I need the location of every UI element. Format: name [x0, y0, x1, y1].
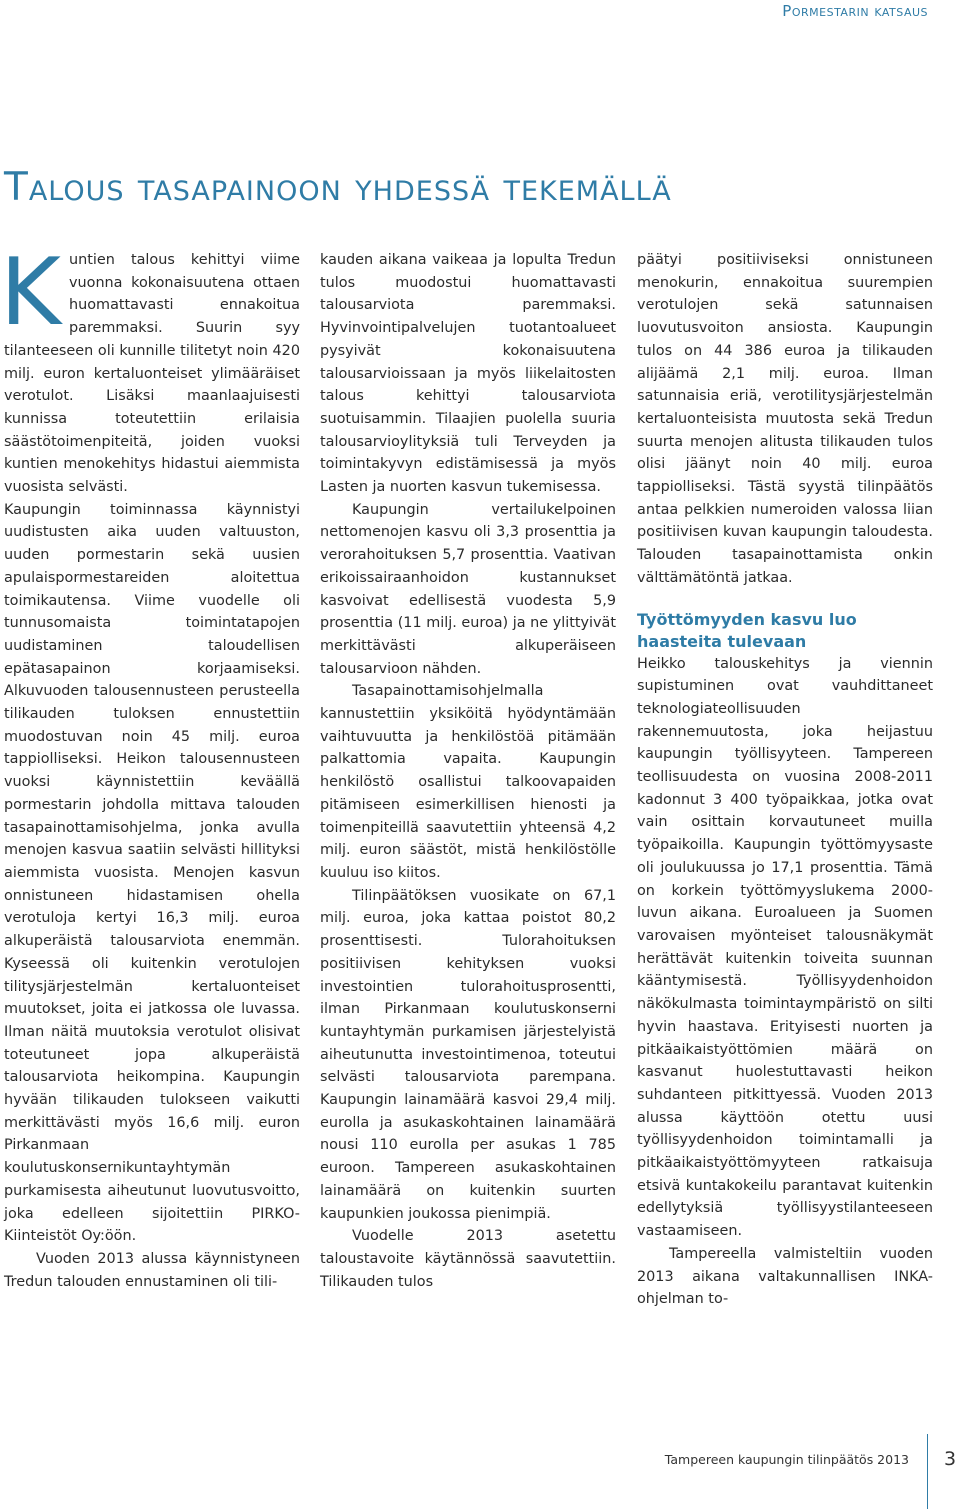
article-paragraph: Tampereella valmisteltiin vuoden 2013 aikana valtakunnallisen INKA-ohjelman to- [637, 1245, 933, 1308]
article-paragraph: kauden aikana vaikeaa ja lopulta Tredun tulos muodostui huomattavasti talousarviota paremmaksi. Hyvinvointipalvelujen tuotantoalueet pysyivät kokonaisuutena talousarvioissaan ja myös liikelaitosten talous kehittyi talousarviota suotuisammin. Tilaajien puolella suuria talousarvioylityksiä tuli Terveyden ja toimintakyvyn edistämisessä ja myös Lasten ja nuorten kasvun tukemisessa. [320, 252, 616, 496]
article-column-3 [637, 249, 933, 1311]
article-paragraph: Kaupungin vertailukelpoinen nettomenojen kasvu oli 3,3 prosenttia ja verorahoituksen 5,7 prosenttia. Vaativan erikoissairaanhoidon kustannukset kasvoivat edellisestä vuodesta 5,9 prosenttia (11 milj. euroa) ja ne ylittyivät merkittävästi alkuperäiseen talousarvioon nähden. [320, 501, 616, 677]
paragraph-text: untien talous kehittyi viime vuonna kokonaisuutena ottaen huomattavasti ennakoitua paremmaksi. Suurin syy tilanteeseen oli kunnille tilitetyt noin 420 milj. euron kertaluonteiset ylimääräiset verotulot. Lisäksi maanlaajuisesti kunnissa toteutettiin erilaisia säästötoimenpiteitä, joiden vuoksi kuntien menokehitys hidastui aiemmista vuosista selvästi. [4, 252, 300, 496]
article-column-1 [0, 238, 300, 1293]
article-paragraph: Tasapainottamisohjelmalla kannustettiin yksiköitä hyödyntämään vaihtuvuutta ja henkilöstöä pitämään palkattomia vapaita. Kaupungin henkilöstö osallistui talkoovapaiden pitämiseen esimerkillisen hienosti ja toimenpiteillä saavutettiin yhteensä 4,2 milj. euron säästöt, mistä henkilöstölle kuuluu iso kiitos. [320, 683, 616, 881]
footer-publication: Tampereen kaupungin tilinpäätös 2013 [664, 1452, 909, 1467]
footer-divider [927, 1434, 928, 1509]
article-column-2 [320, 249, 616, 1293]
article-paragraph: Tilinpäätöksen vuosikate on 67,1 milj. euroa, joka kattaa poistot 80,2 prosenttisesti. Tulorahoituksen positiivisen kehityksen vuoksi investointien tulorahoitusprosentti, ilman Pirkanmaan koulutuskonserni kuntayhtymän purkamisen järjestelyistä aiheutunutta investointimenoa, toteutui selvästi talousarviota parempana. Kaupungin lainamäärä kasvoi 29,4 milj. eurolla ja asukaskohtainen lainamäärä nousi 110 eurolla per asukas 1 785 euroon. Tampereen asukaskohtainen lainamäärä on kuitenkin suurten kaupunkien joukossa pienimpiä. [320, 887, 616, 1222]
article-paragraph: Heikko talouskehitys ja viennin supistuminen ovat vauhdittaneet teknologiateollisuuden rakennemuutosta, joka heijastuu kaupungin työllisyyteen. Tampereen teollisuudesta on vuosina 2008-2011 kadonnut 3 400 työpaikkaa, jotka ovat vain osittain korvautuneet muilla työpaikoilla. Kaupungin työttömyysaste oli joulukuussa jo 17,1 prosenttia. Tämä on korkein työttömyyslukema 2000-luvun aikana. Euroalueen ja Suomen varovaisen myönteiset talousnäkymät herättävät kuitenkin toiveita suunnan kääntymisestä. Työllisyydenhoidon näkökulmasta toimintaympäristö on silti hyvin haastava. Erityisesti nuorten ja pitkäaikaistyöttömien määrä on kasvanut huolestuttavasti heikon suhdanteen pitkittyessä. Vuoden 2013 alussa käyttöön otettu uusi työllisyydenhoidon toimintamalli ja pitkäaikaistyöttömyyteen ratkaisuja etsivä kuntakokeilu parantavat kuitenkin edellytyksiä työllisyystilanteeseen vastaamiseen. [637, 655, 933, 1240]
article-paragraph: Kaupungin toiminnassa käynnistyi uudistusten aika uuden valtuuston, uuden pormestarin sekä uusien apulaispormestareiden aloitettua toimikautensa. Viime vuodelle oli tunnusomaista toimintatapojen uudistaminen taloudellisen epätasapainon korjaamiseksi. Alkuvuoden talousennusteen perusteella tilikauden tuloksen ennustettiin muodostuvan noin 45 milj. euroa tappiolliseksi. Heikon talousennusteen vuoksi käynnistettiin keväällä pormestarin johdolla mittava talouden tasapainottamisohjelma, jonka avulla menojen kasvua saatiin selvästi hillityksi aiemmista vuosista. Menojen kasvun onnistuneen hidastamisen ohella verotuloja kertyi 16,3 milj. euroa alkuperäistä talousarviota enemmän. Kyseessä oli kuitenkin verotulojen tilitysjärjestelmän kertaluonteiset muutokset, joita ei jatkossa ole luvassa. Ilman näitä muutoksia verotulot olisivat toteutuneet jopa alkuperäistä talousarviota heikompina. Kaupungin hyvään tilikauden tulokseen vaikutti merkittävästi myös 16,6 milj. euron Pirkanmaan koulutuskonsernikuntayhtymän purkamisesta aiheutunut luovutusvoitto, joka edelleen sijoitettiin PIRKO-Kiinteistöt Oy:öön. [4, 501, 300, 1245]
page-number: 3 [944, 1448, 957, 1470]
article-paragraph: päätyi positiiviseksi onnistuneen menokurin, ennakoitua suurempien verotulojen sekä satunnaisen luovutusvoiton ansiosta. Kaupungin tulos on 44 386 euroa ja tilikauden alijäämä 2,1 milj. euroa. Ilman satunnaisia eriä, verotilitysjärjestelmän kertaluonteisista muutosta sekä Tredun suurta menojen alitusta tilikauden tulos olisi jäänyt noin 40 milj. euroa tappiolliseksi. Tästä syystä tilinpäätös antaa pelkkien numeroiden valossa liian positiivisen kuvan kaupungin taloudesta. Talouden tasapainottamista onkin välttämätöntä jatkaa. [637, 252, 933, 586]
article-paragraph [0, 238, 300, 499]
drop-cap: K [0, 238, 61, 346]
section-label: Pormestarin katsaus [782, 2, 928, 20]
article-paragraph: Vuoden 2013 alussa käynnistyneen Tredun talouden ennustaminen oli tili- [4, 1250, 300, 1290]
page-title: Talous tasapainoon yhdessä tekemällä [4, 165, 672, 210]
section-subheading: Työttömyyden kasvu luo haasteita tulevaan [637, 609, 857, 651]
article-paragraph: Vuodelle 2013 asetettu taloustavoite käytännössä saavutettiin. Tilikauden tulos [320, 1228, 616, 1290]
